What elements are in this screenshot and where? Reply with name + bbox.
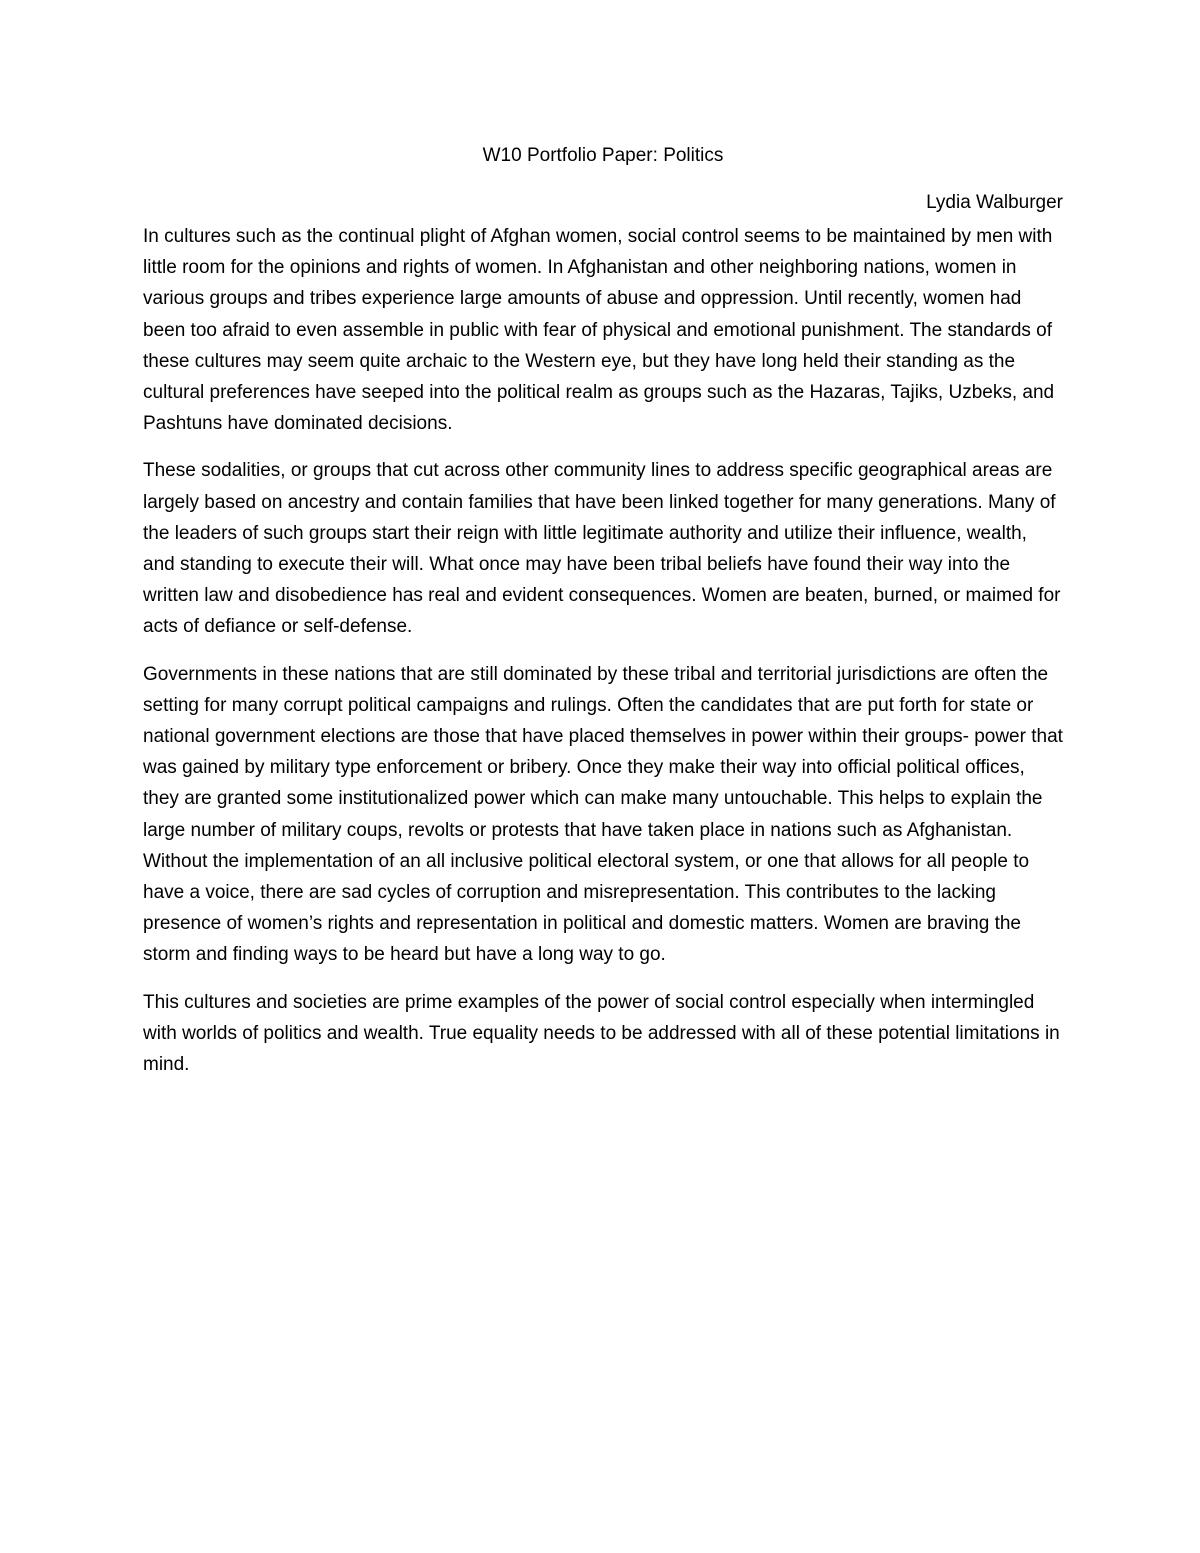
paragraph-4: This cultures and societies are prime examples of the power of social control especially when intermingled with worlds of politics and wealth. True equality needs to be addressed with all of these potential limitations in mind. — [143, 991, 1060, 1076]
paragraph-2: These sodalities, or groups that cut across other community lines to address specific geographical areas are largely based on ancestry and contain families that have been linked together for many generations. Many of the leaders of such groups start their reign with little legitimate authority and utilize their influence, wealth, and standing to execute their will. What once may have been tribal beliefs have found their way into the written law and disobedience has real and evident consequences. Women are beaten, burned, or maimed for acts of defiance or self-defense. — [143, 460, 1061, 638]
document-body — [143, 140, 1063, 1096]
author-name: Lydia Walburger — [926, 192, 1063, 213]
paragraph-3: Governments in these nations that are still dominated by these tribal and territorial jurisdictions are often the setting for many corrupt political campaigns and rulings. Often the candidates that are put forth for state or national government elections are those that have placed themselves in power within their groups- power that was gained by military type enforcement or bribery. Once they make their way into official political offices, they are granted some institutionalized power which can make many untouchable. This helps to explain the large number of military coups, revolts or protests that have taken place in nations such as Afghanistan. Without the implementation of an all inclusive political electoral system, or one that allows for all people to have a voice, there are sad cycles of corruption and misrepresentation. This contributes to the lacking presence of women’s rights and representation in political and domestic matters. Women are braving the storm and finding ways to be heard but have a long way to go. — [143, 663, 1063, 966]
paragraph-1: In cultures such as the continual plight of Afghan women, social control seems to be maintained by men with little room for the opinions and rights of women. In Afghanistan and other neighboring nations, women in various groups and tribes experience large amounts of abuse and oppression. Until recently, women had been too afraid to even assemble in public with fear of physical and emotional punishment. The standards of these cultures may seem quite archaic to the Western eye, but they have long held their standing as the cultural preferences have seeped into the political realm as groups such as the Hazaras, Tajiks, Uzbeks, and Pashtuns have dominated decisions. — [143, 226, 1055, 435]
page-title: W10 Portfolio Paper: Politics — [482, 145, 724, 166]
